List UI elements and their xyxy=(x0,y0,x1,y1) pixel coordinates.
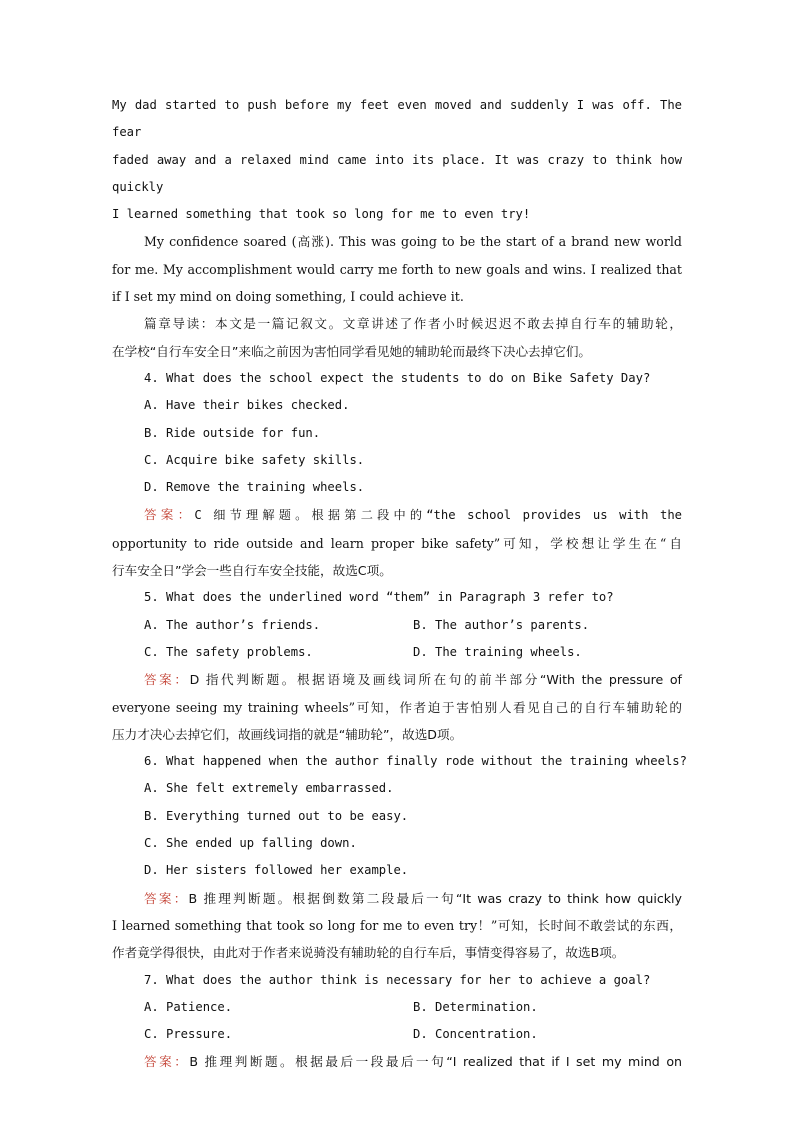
option-row xyxy=(112,1021,682,1048)
guide-line: 在学校“自行车安全日”来临之前因为害怕同学看见她的辅助轮而最终下决心去掉它们。 xyxy=(112,343,592,359)
answer-line: I learned something that took so long for me to even try！”可知，长时间不敢尝试的东西， xyxy=(112,917,682,933)
option: C. Acquire bike safety skills. xyxy=(144,452,365,467)
option: A. Patience. xyxy=(144,999,233,1014)
passage-line: My dad started to push before my feet even moved and suddenly I was off. The fear xyxy=(112,98,682,140)
option-row xyxy=(112,994,682,1021)
option: B. The author’s parents. xyxy=(413,617,590,632)
document-page xyxy=(112,92,687,1076)
answer-text: C 细节理解题。根据第二段中的“the school provides us with the xyxy=(194,508,682,523)
option: A. Have their bikes checked. xyxy=(144,398,350,413)
answer-label: 答案： xyxy=(144,890,189,906)
option: C. She ended up falling down. xyxy=(144,836,357,851)
answer-line: 行车安全日”学会一些自行车安全技能，故选C项。 xyxy=(112,563,392,579)
answer-line xyxy=(112,1048,682,1075)
question-text: 7. What does the author think is necessary for her to achieve a goal? xyxy=(144,972,651,987)
option: D. Her sisters followed her example. xyxy=(144,863,409,878)
passage-line: My confidence soared (高涨). This was going to be the start of a brand new world xyxy=(144,234,682,250)
option: B. Ride outside for fun. xyxy=(144,425,321,440)
answer-line: opportunity to ride outside and learn proper bike safety”可知，学校想让学生在“自 xyxy=(112,535,682,551)
option: D. Remove the training wheels. xyxy=(144,480,365,495)
option: B. Determination. xyxy=(413,999,538,1014)
passage-paragraph-2 xyxy=(112,228,682,310)
passage-line: I learned something that took so long for me to even try! xyxy=(112,207,531,222)
option: A. She felt extremely embarrassed. xyxy=(144,781,394,796)
option: C. The safety problems. xyxy=(144,644,313,659)
passage-guide xyxy=(112,310,682,365)
passage-paragraph-1 xyxy=(112,92,682,228)
answer-line: 作者竟学得很快，由此对于作者来说骑没有辅助轮的自行车后，事情变得容易了，故选B项。 xyxy=(112,945,625,961)
answer-line xyxy=(112,885,682,912)
option: A. The author’s friends. xyxy=(144,617,321,632)
answer-line: 压力才决心去掉它们，故画线词指的就是“辅助轮”，故选D项。 xyxy=(112,726,463,742)
answer-label: 答案： xyxy=(144,672,190,688)
passage-line: faded away and a relaxed mind came into its place. It was crazy to think how quickly xyxy=(112,152,682,194)
question-text: 6. What happened when the author finally rode without the training wheels? xyxy=(144,754,687,769)
option: D. Concentration. xyxy=(413,1027,538,1042)
option: D. The training wheels. xyxy=(413,644,582,659)
question-6 xyxy=(112,748,687,966)
answer-text: B 推理判断题。根据倒数第二段最后一句“It was crazy to think how quickly xyxy=(188,890,682,906)
option: C. Pressure. xyxy=(144,1027,233,1042)
answer-label: 答案： xyxy=(144,507,195,523)
answer-line: everyone seeing my training wheels”可知，作者迫于害怕别人看见自己的自行车辅助轮的 xyxy=(112,699,682,715)
answer-text: B 推理判断题。根据最后一段最后一句“I realized that if I set my mind on xyxy=(189,1054,683,1070)
question-text: 5. What does the underlined word “them” in Paragraph 3 refer to? xyxy=(144,590,614,605)
option-row xyxy=(112,639,682,666)
option-row xyxy=(112,612,682,639)
passage-line: if I set my mind on doing something, I could achieve it. xyxy=(112,289,464,305)
option: B. Everything turned out to be easy. xyxy=(144,808,409,823)
question-text: 4. What does the school expect the students to do on Bike Safety Day? xyxy=(144,370,651,385)
question-4 xyxy=(112,365,682,584)
question-7 xyxy=(112,967,682,1076)
guide-line: 篇章导读：本文是一篇记叙文。文章讲述了作者小时候迟迟不敢去掉自行车的辅助轮， xyxy=(144,316,682,332)
passage-line: for me. My accomplishment would carry me forth to new goals and wins. I realized that xyxy=(112,261,682,277)
question-5 xyxy=(112,584,682,748)
answer-text: D 指代判断题。根据语境及画线词所在句的前半部分“With the pressure of xyxy=(189,672,682,688)
answer-line xyxy=(112,501,682,529)
answer-line xyxy=(112,666,682,693)
answer-label: 答案： xyxy=(144,1054,190,1070)
